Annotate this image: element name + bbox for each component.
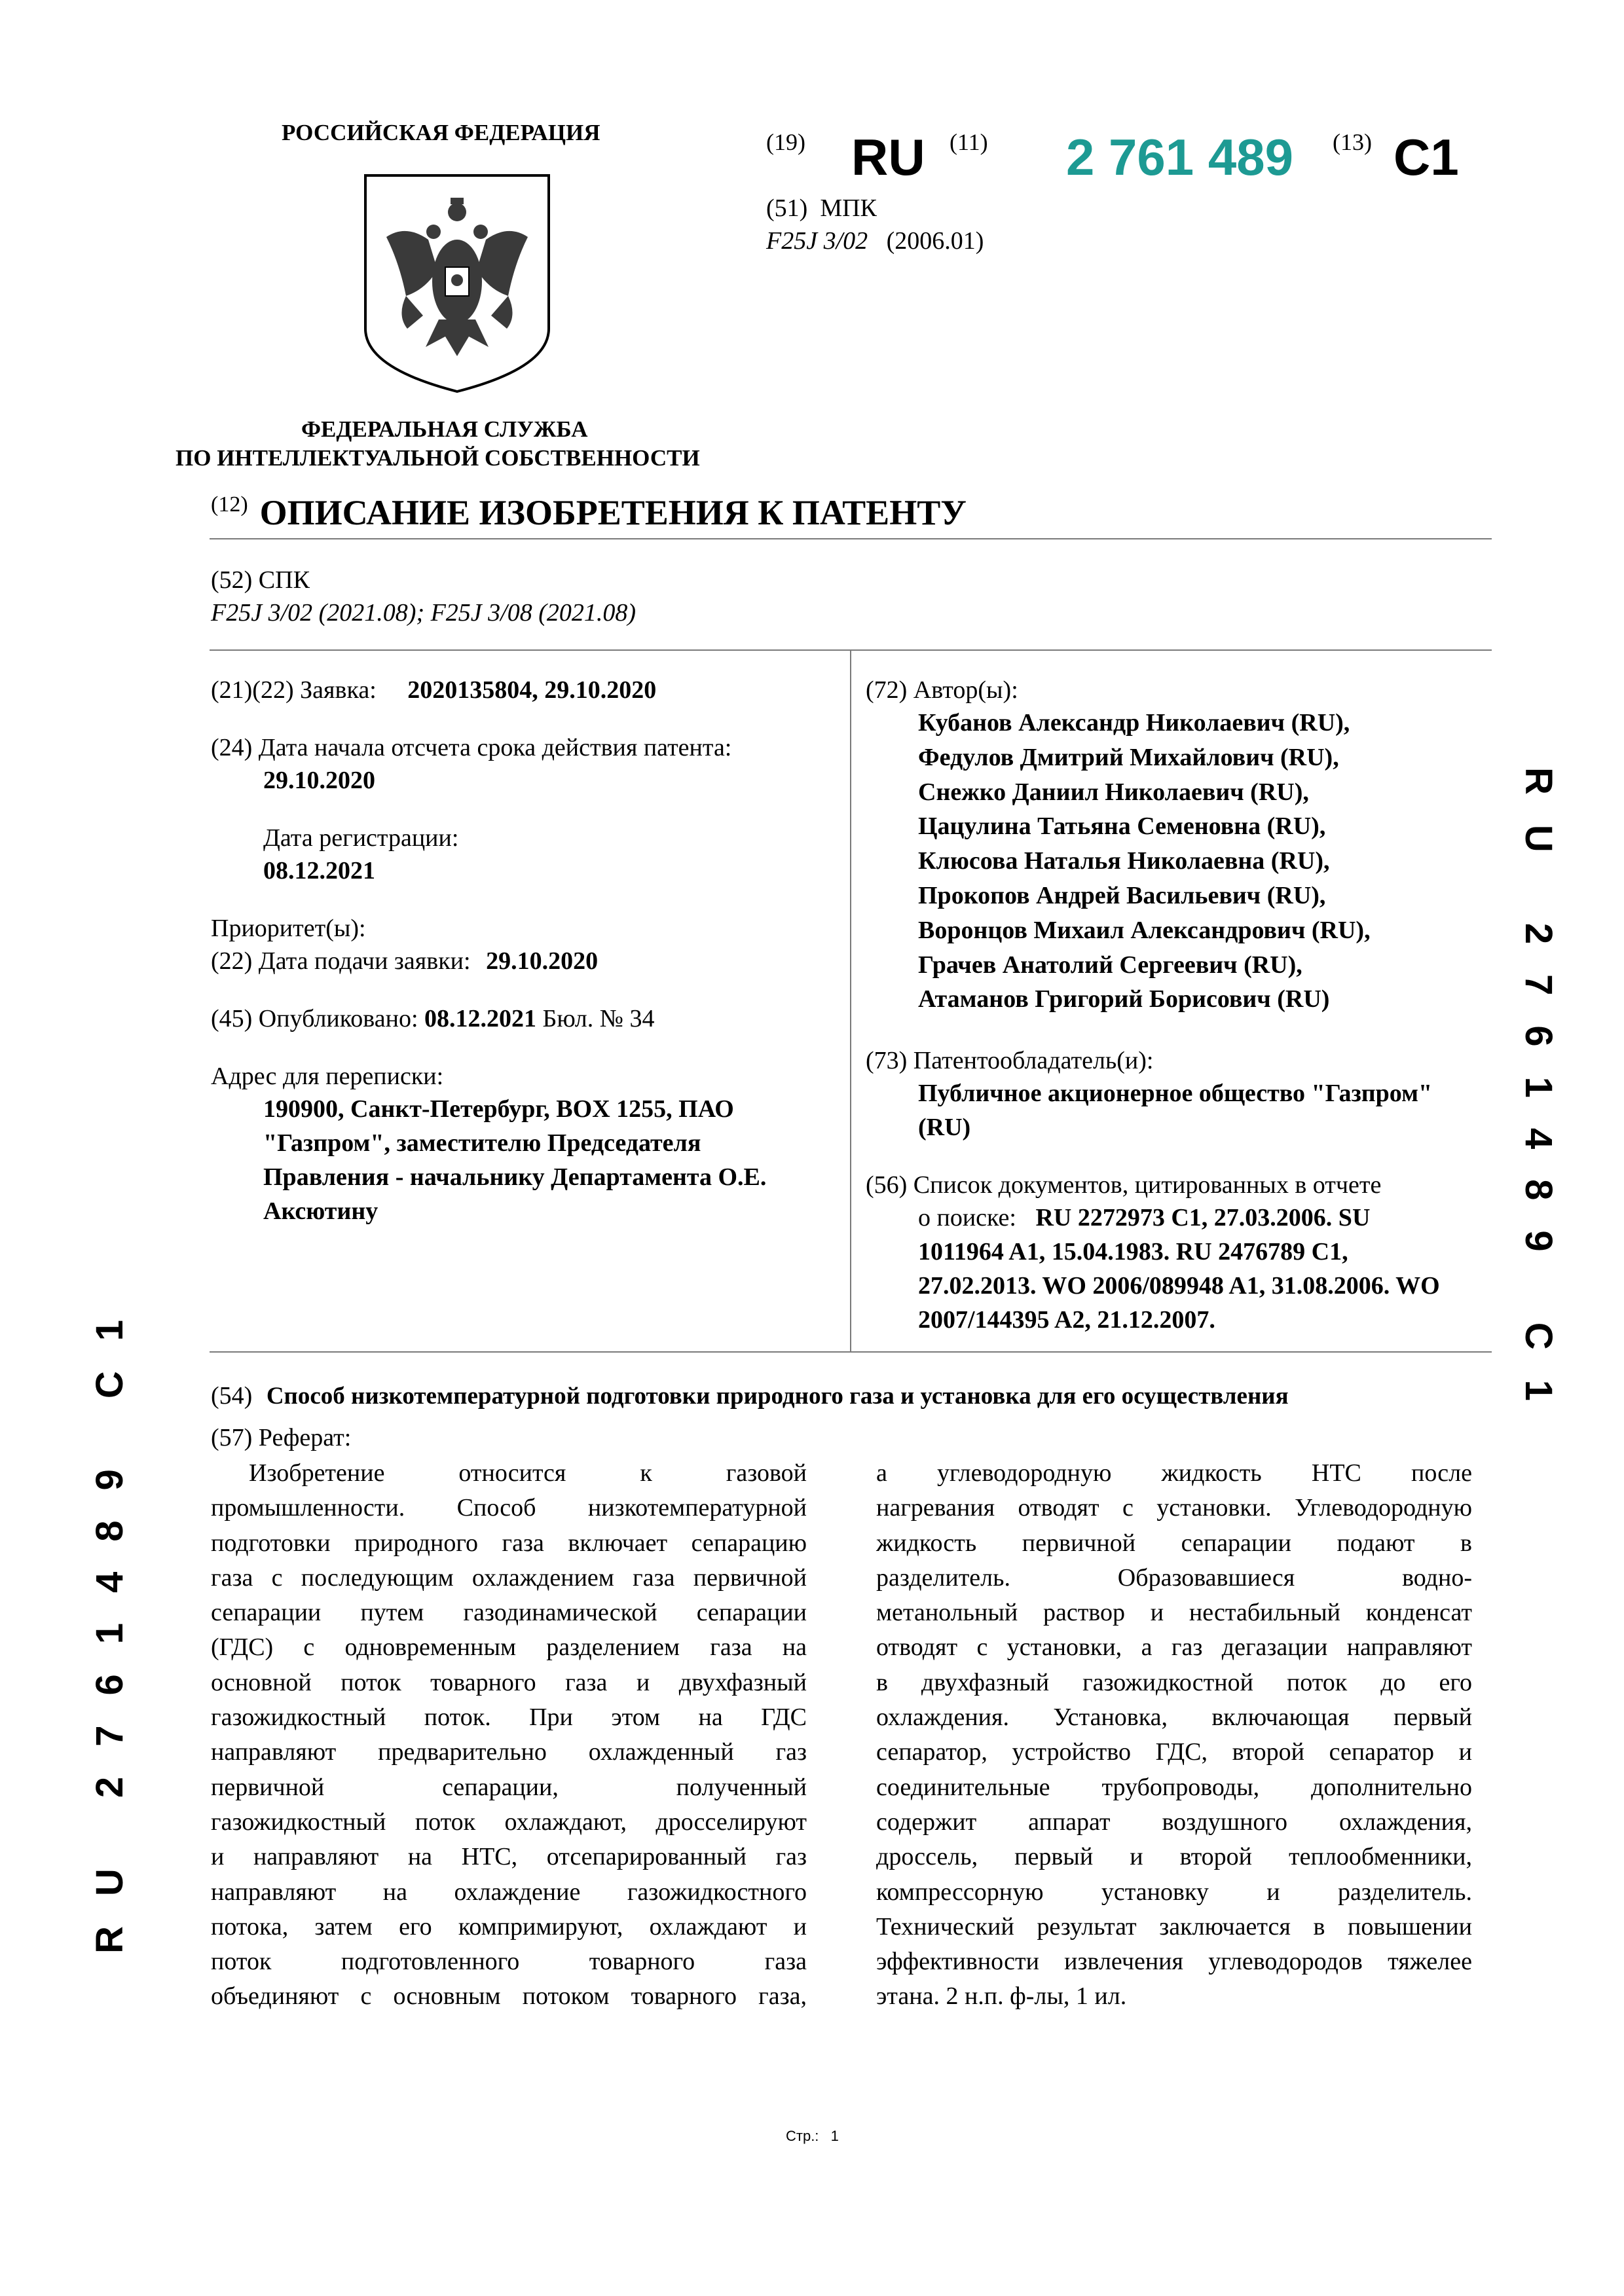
- abstract-line: дроссель, первый и второй теплообменники,: [876, 1843, 1472, 1871]
- author-name: Кубанов Александр Николаевич (RU),: [918, 709, 1350, 737]
- abstract-line: промышленности. Способ низкотемпературной: [211, 1494, 807, 1522]
- page-label: Стр.:: [786, 2128, 819, 2144]
- cited-line: 2007/144395 A2, 21.12.2007.: [918, 1306, 1215, 1334]
- abstract-line: сепарации путем газодинамической сепарации: [211, 1599, 807, 1627]
- holder-label: (73) Патентообладатель(и):: [866, 1047, 1154, 1074]
- bulletin-label: Бюл. № 34: [542, 1005, 655, 1032]
- author-name: Цацулина Татьяна Семеновна (RU),: [918, 812, 1326, 841]
- registration-label: Дата регистрации:: [263, 824, 459, 852]
- invention-title-row: [211, 1379, 1289, 1413]
- country-code: RU: [851, 128, 925, 186]
- author-name: Федулов Дмитрий Михайлович (RU),: [918, 743, 1339, 771]
- application-label: (21)(22) Заявка:: [211, 676, 377, 704]
- cited-label: (56) Список документов, цитированных в отчете: [866, 1171, 1382, 1199]
- abstract-column-2: [876, 1456, 1472, 2014]
- application-row: [211, 673, 656, 707]
- start-date-value: 29.10.2020: [263, 767, 375, 794]
- abstract-line: отводят с установки, а газ дегазации направляют: [876, 1633, 1472, 1662]
- abstract-line: объединяют с основным потоком товарного газа,: [211, 1982, 807, 2011]
- holder-line: (RU): [918, 1114, 971, 1141]
- holder-line: Публичное акционерное общество "Газпром": [918, 1080, 1433, 1107]
- code-13: (13): [1333, 129, 1372, 155]
- side-label-right: RU 2761489 C1: [1517, 767, 1560, 1431]
- abstract-line: основной поток товарного газа и двухфазный: [211, 1668, 807, 1696]
- author-name: Атаманов Григорий Борисович (RU): [918, 985, 1330, 1013]
- published-value: 08.12.2021: [424, 1005, 537, 1032]
- abstract-line: газа с последующим охлаждением газа первичной: [211, 1563, 807, 1592]
- abstract-line: сепаратор, устройство ГДС, второй сепаратор и: [876, 1738, 1472, 1766]
- doc-title: ОПИСАНИЕ ИЗОБРЕТЕНИЯ К ПАТЕНТУ: [259, 493, 967, 532]
- cited-label-cont: о поиске:: [918, 1204, 1016, 1231]
- priority-label: Приоритет(ы):: [211, 915, 366, 942]
- rule-column-divider: [850, 651, 851, 1351]
- spk-classes: F25J 3/02 (2021.08); F25J 3/08 (2021.08): [211, 599, 637, 627]
- address-line: 190900, Санкт-Петербург, BOX 1255, ПАО: [263, 1095, 734, 1123]
- registration-value: 08.12.2021: [263, 857, 375, 884]
- abstract-line: потока, затем его компримируют, охлаждают и: [211, 1912, 807, 1941]
- cited-line: 1011964 A1, 15.04.1983. RU 2476789 C1,: [918, 1238, 1348, 1266]
- abstract-line: содержит аппарат воздушного охлаждения,: [876, 1808, 1472, 1836]
- author-name: Грачев Анатолий Сергеевич (RU),: [918, 951, 1302, 979]
- author-name: Снежко Даниил Николаевич (RU),: [918, 778, 1309, 806]
- abstract-line: газожидкостный поток. При этом на ГДС: [211, 1704, 807, 1732]
- mpk-class-row: [766, 224, 984, 258]
- cited-list: [918, 1235, 1440, 1337]
- title-code: (54): [211, 1382, 253, 1410]
- code-51: (51): [766, 194, 808, 222]
- rule-top: [210, 538, 1492, 539]
- filing-label: (22) Дата подачи заявки:: [211, 947, 471, 975]
- abstract-line: компрессорную установку и разделитель.: [876, 1878, 1472, 1906]
- abstract-line: эффективности извлечения углеводородов тяжелее: [876, 1948, 1472, 1976]
- abstract-line: жидкость первичной сепарации подают в: [876, 1529, 1472, 1557]
- authors-list: [918, 706, 1371, 1017]
- doc-title-row: [211, 492, 967, 533]
- rule-biblio-bottom: [210, 1351, 1492, 1353]
- cited-first: RU 2272973 C1, 27.03.2006. SU: [1035, 1204, 1371, 1231]
- holder-name: [918, 1076, 1432, 1144]
- code-11: (11): [950, 129, 988, 155]
- cited-line: 27.02.2013. WO 2006/089948 A1, 31.08.2006. WO: [918, 1272, 1440, 1300]
- abstract-column-1: [211, 1456, 807, 2014]
- abstract-line: Технический результат заключается в повышении: [876, 1912, 1472, 1941]
- abstract-line: направляют на охлаждение газожидкостного: [211, 1878, 807, 1906]
- abstract-line last: этана. 2 н.п. ф-лы, 1 ил.: [876, 1982, 1127, 2011]
- code-19: (19): [766, 129, 805, 155]
- abstract-line: разделитель. Образовавшиеся водно-: [876, 1563, 1472, 1592]
- abstract-line: нагревания отводят с установки. Углеводородную: [876, 1494, 1472, 1522]
- abstract-line: поток подготовленного товарного газа: [211, 1948, 807, 1976]
- abstract-line: (ГДС) с одновременным разделением газа на: [211, 1633, 807, 1662]
- abstract-line: соединительные трубопроводы, дополнительно: [876, 1773, 1472, 1801]
- country-name: РОССИЙСКАЯ ФЕДЕРАЦИЯ: [282, 120, 600, 145]
- abstract-line: первичной сепарации, полученный: [211, 1773, 807, 1801]
- doc-code: (12): [211, 492, 248, 517]
- abstract-line: подготовки природного газа включает сепарацию: [211, 1529, 807, 1557]
- abstract-line: и направляют на НТС, отсепарированный газ: [211, 1843, 807, 1871]
- abstract-line: газожидкостный поток охлаждают, дросселируют: [211, 1808, 807, 1836]
- agency-name-line2: ПО ИНТЕЛЛЕКТУАЛЬНОЙ СОБСТВЕННОСТИ: [175, 445, 700, 471]
- address-line: Правления - начальнику Департамента О.Е.: [263, 1163, 767, 1191]
- author-name: Прокопов Андрей Васильевич (RU),: [918, 881, 1326, 909]
- mpk-heading: [766, 191, 877, 225]
- mpk-class: F25J 3/02: [766, 227, 868, 255]
- abstract-line: метанольный раствор и нестабильный конденсат: [876, 1599, 1472, 1627]
- kind-code: C1: [1393, 128, 1459, 186]
- author-name: Клюсова Наталья Николаевна (RU),: [918, 847, 1330, 875]
- address-label: Адрес для переписки:: [211, 1063, 444, 1090]
- cited-row: [918, 1201, 1370, 1235]
- address-block: [263, 1092, 766, 1228]
- authors-label: (72) Автор(ы):: [866, 676, 1018, 704]
- abstract-line: а углеводородную жидкость НТС после: [876, 1459, 1472, 1487]
- abstract-line: направляют предварительно охлажденный газ: [211, 1738, 807, 1766]
- author-name: Воронцов Михаил Александрович (RU),: [918, 916, 1371, 944]
- invention-title: Способ низкотемпературной подготовки природного газа и установка для его осуществления: [266, 1383, 1289, 1410]
- side-label-left: RU 2761489 C1: [88, 1290, 131, 1954]
- filing-row: [211, 944, 598, 978]
- abstract-line: Изобретение относится к газовой: [249, 1459, 807, 1487]
- start-date-label: (24) Дата начала отсчета срока действия патента:: [211, 734, 732, 761]
- abstract-label: (57) Реферат:: [211, 1424, 352, 1451]
- address-line: Аксютину: [263, 1197, 378, 1225]
- abstract-line: охлаждения. Установка, включающая первый: [876, 1704, 1472, 1732]
- spk-code: (52) СПК: [211, 566, 310, 594]
- published-row: [211, 1002, 655, 1036]
- application-value: 2020135804, 29.10.2020: [407, 676, 657, 704]
- mpk-version: (2006.01): [886, 227, 984, 255]
- filing-value: 29.10.2020: [486, 947, 599, 975]
- mpk-label: МПК: [820, 194, 877, 222]
- published-label: (45) Опубликовано:: [211, 1005, 418, 1032]
- double-headed-eagle-icon: [360, 172, 554, 394]
- address-line: "Газпром", заместителю Председателя: [263, 1129, 701, 1157]
- agency-name-line1: ФЕДЕРАЛЬНАЯ СЛУЖБА: [301, 416, 588, 442]
- page-number: 1: [830, 2128, 839, 2144]
- page-footer: [786, 2128, 839, 2145]
- patent-number: 2 761 489: [1066, 128, 1294, 186]
- abstract-line: в двухфазный газожидкостной поток до его: [876, 1668, 1472, 1696]
